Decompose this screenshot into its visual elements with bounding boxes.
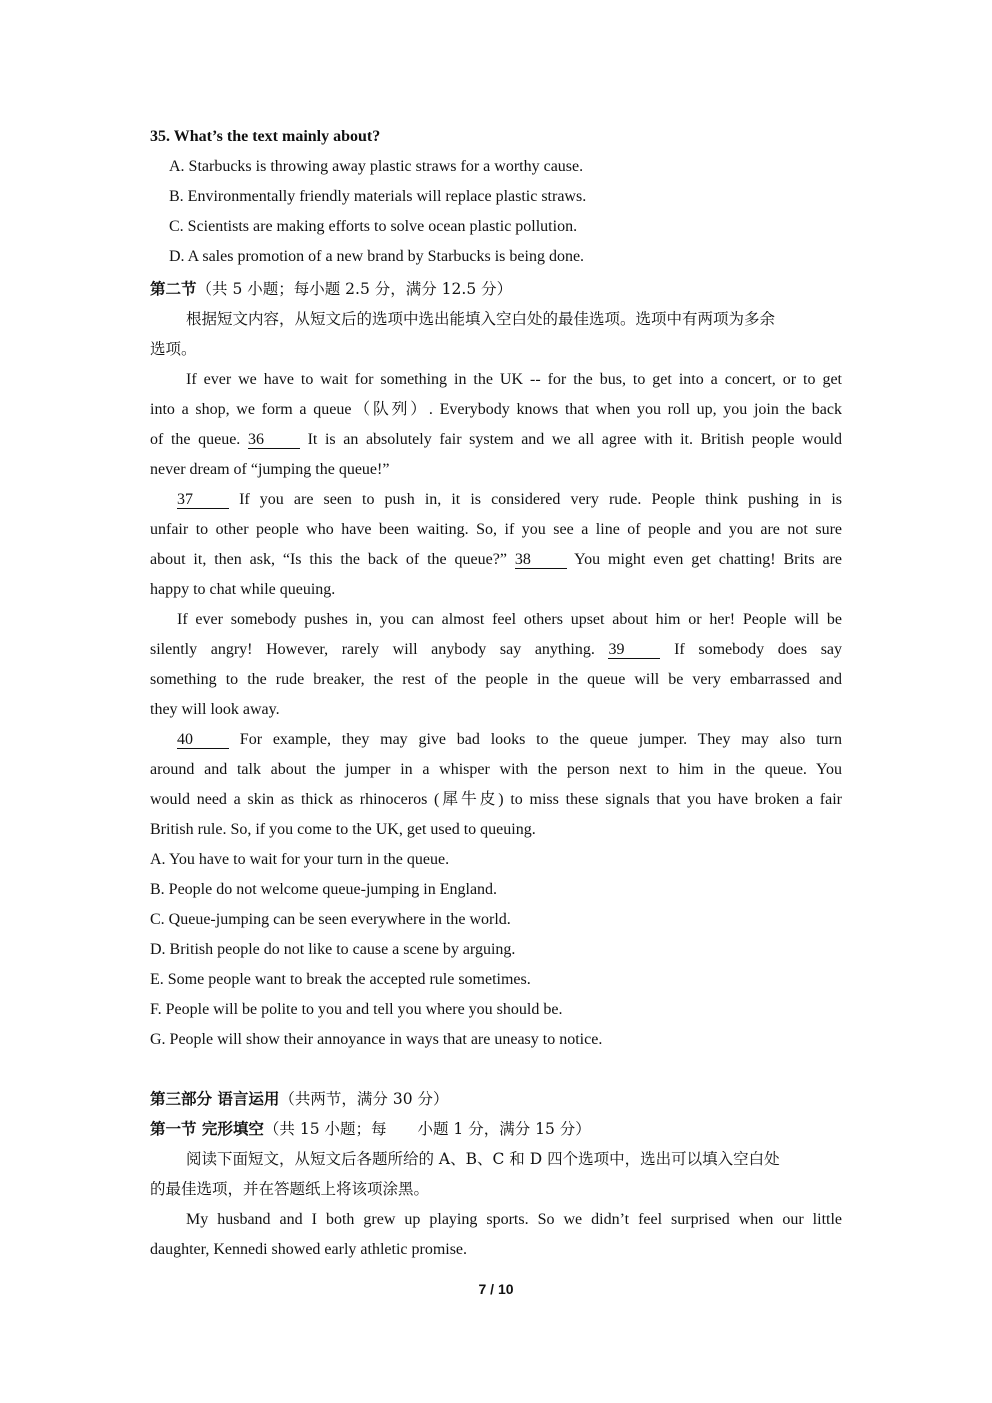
blank-40[interactable]: 40 <box>177 731 229 749</box>
passage-text: If somebody does say <box>674 641 843 658</box>
page-number: 7 / 10 <box>478 1281 514 1297</box>
passage-p1-line-4: never dream of “jumping the queue!” <box>150 461 390 478</box>
passage-p1-line-3 <box>150 430 842 450</box>
passage-text: about it, then ask, “Is this the back of the queue?” <box>150 551 507 568</box>
part-3-info: （共两节，满分 30 分） <box>279 1090 449 1108</box>
q35-option-d: D. A sales promotion of a new brand by Starbucks is being done. <box>169 248 585 265</box>
passage-p1-line-2: into a shop, we form a queue（队列）. Everybody knows that when you roll up, you join the back <box>150 401 842 418</box>
passage-p4-line-3: would need a skin as thick as rhinoceros (犀牛皮) to miss these signals that you have broken a fair <box>150 791 842 808</box>
section-2-heading <box>150 279 842 299</box>
blank-38[interactable]: 38 <box>515 551 567 569</box>
section-1-heading <box>150 1119 842 1139</box>
answer-option-f: F. People will be polite to you and tell you where you should be. <box>150 1001 563 1018</box>
cloze-line-1: My husband and I both grew up playing sports. So we didn’t feel surprised when our little <box>186 1211 842 1228</box>
q35-option-c: C. Scientists are making efforts to solve ocean plastic pollution. <box>169 218 578 235</box>
passage-p3-line-2 <box>150 640 842 660</box>
part-3-title: 第三部分 语言运用 <box>150 1089 280 1108</box>
section-1-instruction-line-1: 阅读下面短文，从短文后各题所给的 A、B、C 和 D 四个选项中，选出可以填入空白处 <box>186 1150 780 1168</box>
section-2-title: 第二节 <box>150 279 197 298</box>
section-1-info: （共 15 小题；每 小题 1 分，满分 15 分） <box>263 1120 591 1138</box>
passage-p3-line-4: they will look away. <box>150 701 280 718</box>
passage-p1-line-1: If ever we have to wait for something in the UK -- for the bus, to get into a concert, or to get <box>186 371 842 388</box>
answer-option-e: E. Some people want to break the accepted rule sometimes. <box>150 971 531 988</box>
blank-36[interactable]: 36 <box>248 431 300 449</box>
answer-option-g: G. People will show their annoyance in ways that are uneasy to notice. <box>150 1031 603 1048</box>
section-1-instruction-line-2: 的最佳选项，并在答题纸上将该项涂黑。 <box>150 1180 430 1198</box>
answer-option-a: A. You have to wait for your turn in the queue. <box>150 851 450 868</box>
passage-p2-line-3 <box>150 550 842 570</box>
section-2-info: （共 5 小题；每小题 2.5 分，满分 12.5 分） <box>196 280 513 298</box>
passage-text: If you are seen to push in, it is considered very rude. People think pushing in is <box>239 491 843 508</box>
q35-option-a: A. Starbucks is throwing away plastic straws for a worthy cause. <box>169 158 584 175</box>
passage-text: silently angry! However, rarely will anybody say anything. <box>150 641 595 658</box>
passage-text: It is an absolutely fair system and we all agree with it. British people would <box>307 431 843 448</box>
passage-p3-line-3: something to the rude breaker, the rest of the people in the queue will be very embarrassed and <box>150 671 842 688</box>
answer-option-d: D. British people do not like to cause a scene by arguing. <box>150 941 516 958</box>
passage-p2-line-4: happy to chat while queuing. <box>150 581 336 598</box>
passage-text: of the queue. <box>150 431 241 448</box>
blank-39[interactable]: 39 <box>608 641 660 659</box>
passage-text: You might even get chatting! Brits are <box>574 551 843 568</box>
cloze-line-2: daughter, Kennedi showed early athletic promise. <box>150 1241 468 1258</box>
part-3-heading <box>150 1089 842 1109</box>
answer-option-b: B. People do not welcome queue-jumping in England. <box>150 881 498 898</box>
passage-p4-line-2: around and talk about the jumper in a whisper with the person next to him in the queue. You <box>150 761 842 778</box>
passage-p3-line-1: If ever somebody pushes in, you can almost feel others upset about him or her! People will be <box>177 611 842 628</box>
answer-option-c: C. Queue-jumping can be seen everywhere in the world. <box>150 911 511 928</box>
passage-p4-line-4: British rule. So, if you come to the UK, get used to queuing. <box>150 821 536 838</box>
q35-option-b: B. Environmentally friendly materials will replace plastic straws. <box>169 188 587 205</box>
blank-37[interactable]: 37 <box>177 491 229 509</box>
passage-text: For example, they may give bad looks to the queue jumper. They may also turn <box>239 731 842 748</box>
passage-p4-line-1 <box>177 730 842 750</box>
passage-p2-line-2: unfair to other people who have been waiting. So, if you see a line of people and you are not sure <box>150 521 842 538</box>
question-35: 35. What’s the text mainly about? <box>150 128 381 145</box>
section-1-title: 第一节 完形填空 <box>150 1119 264 1138</box>
passage-p2-line-1 <box>177 490 842 510</box>
section-2-instruction-line-1: 根据短文内容，从短文后的选项中选出能填入空白处的最佳选项。选项中有两项为多余 <box>186 310 776 328</box>
section-2-instruction-line-2: 选项。 <box>150 340 197 358</box>
